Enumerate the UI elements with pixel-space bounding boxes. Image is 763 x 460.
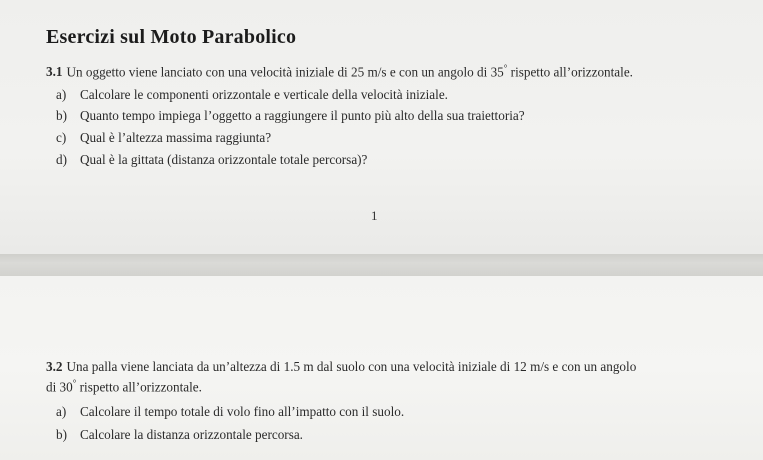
document-title: Esercizi sul Moto Parabolico <box>46 26 297 48</box>
list-item <box>56 427 303 443</box>
problem-number: 3.1 <box>46 64 63 80</box>
problem-text-line1: Una palla viene lanciata da un’altezza di 1.5 m dal suolo con una velocità iniziale di 12 m/s e con un angolo <box>66 359 637 374</box>
problem-3-2 <box>46 358 736 395</box>
item-text: Qual è la gittata (distanza orizzontale totale percorsa)? <box>80 152 368 167</box>
list-item <box>56 130 271 146</box>
item-label: b) <box>56 427 67 442</box>
item-text: Calcolare il tempo totale di volo fino all’impatto con il suolo. <box>80 404 405 419</box>
list-item <box>56 108 525 124</box>
item-text: Calcolare le componenti orizzontale e verticale della velocità iniziale. <box>80 87 448 102</box>
problem-number: 3.2 <box>46 359 63 374</box>
item-label: c) <box>56 130 67 145</box>
problem-text-end: rispetto all’orizzontale. <box>507 64 633 80</box>
degree-symbol: ° <box>72 378 77 388</box>
item-label: a) <box>56 87 67 102</box>
degree-symbol: ° <box>503 63 508 73</box>
item-label: b) <box>56 108 67 123</box>
item-label: d) <box>56 152 67 167</box>
problem-text: Un oggetto viene lanciato con una velocità iniziale di 25 m/s e con un angolo di 35 <box>66 64 504 80</box>
list-item <box>56 404 404 420</box>
item-label: a) <box>56 404 67 419</box>
item-text: Quanto tempo impiega l’oggetto a raggiungere il punto più alto della sua traiettoria? <box>80 108 525 123</box>
document-page-2 <box>0 276 763 460</box>
problem-text-line2: di 30 <box>46 379 73 395</box>
item-text: Calcolare la distanza orizzontale percorsa. <box>80 427 303 442</box>
problem-3-1 <box>46 60 633 80</box>
page-number: 1 <box>371 208 378 223</box>
page-gap <box>0 254 763 276</box>
list-item <box>56 87 448 103</box>
problem-text-line2-end: rispetto all’orizzontale. <box>76 379 202 395</box>
item-text: Qual è l’altezza massima raggiunta? <box>80 130 272 145</box>
list-item <box>56 152 367 168</box>
